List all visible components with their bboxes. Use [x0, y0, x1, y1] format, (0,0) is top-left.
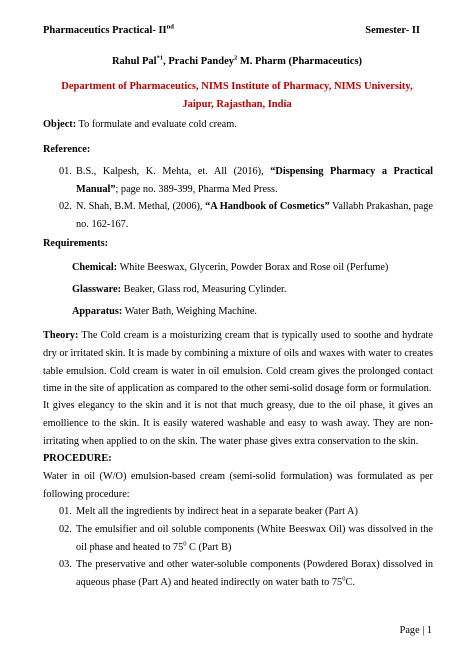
author-line: Rahul Pal$^{*1}$, Prachi Pandey$^2$ M. Pharm (Pharmaceutics) — [111, 54, 363, 67]
running-header-semester: Semester- II — [365, 25, 420, 36]
apparatus-line: Apparatus: Water Bath, Weighing Machine. — [72, 306, 258, 317]
glassware-line: Glassware: Beaker, Glass rod, Measuring Cylinder. — [72, 284, 287, 295]
procedure-step: 03. The preservative and other water-soluble components (Powdered Borax) dissolved in aqueous phase (Part A) and heated indirectly on water bath to $75^0C$. — [59, 559, 433, 588]
theory-paragraph: Theory: The Cold cream is a moisturizing cream that is typically used to soothe and hydrate dry or irritated skin. It is made by combining a mixture of oils and waxes with water to creates table emulsion. Cold cream is water in oil emulsion. Cold cream gives the prolonged contact time in the site of application as compared to the other semi-solid dosage form or formulation. — [43, 330, 433, 395]
object-line: Object: To formulate and evaluate cold cream. — [43, 119, 237, 130]
procedure-step: 01. Melt all the ingredients by indirect heat in a separate beaker (Part A) — [59, 506, 358, 517]
requirements-heading: Requirements: — [43, 238, 109, 249]
theory-paragraph-2: It gives elegancy to the skin and it is not that much greasy, due to the oil phase, it gives an emollience to the skin. It is easily watered washable and easy to wash away. They are non-irritating when applied to on the skin. The water phase gives extra conservation to the skin. — [43, 400, 433, 447]
reference-item: 02. N. Shah, B.M. Methal, (2006), “A Handbook of Cosmetics” Vallabh Prakashan, page no. 162-167. — [59, 201, 433, 230]
chemical-line: Chemical: White Beeswax, Glycerin, Powder Borax and Rose oil (Perfume) — [72, 262, 389, 273]
page-number: Page | 1 — [399, 625, 432, 636]
running-header-title: Pharmaceutics Practical- IInd — [43, 23, 174, 36]
reference-heading: Reference: — [43, 144, 91, 155]
affiliation: Department of Pharmaceutics, NIMS Institute of Pharmacy, NIMS University, Jaipur, Rajasthan, India — [61, 81, 413, 110]
reference-item: 01. B.S., Kalpesh, K. Mehta, et. All (2016), “Dispensing Pharmacy a Practical Manual”; page no. 389-399, Pharma Med Press. — [59, 166, 434, 195]
procedure-step: 02. The emulsifier and oil soluble components (White Beeswax Oil) was dissolved in the oil phase and heated to $75^0$ C (Part B) — [59, 524, 433, 553]
procedure-heading: PROCEDURE: — [43, 453, 112, 464]
procedure-intro: Water in oil (W/O) emulsion-based cream (semi-solid formulation) was formulated as per following procedure: — [43, 471, 433, 500]
